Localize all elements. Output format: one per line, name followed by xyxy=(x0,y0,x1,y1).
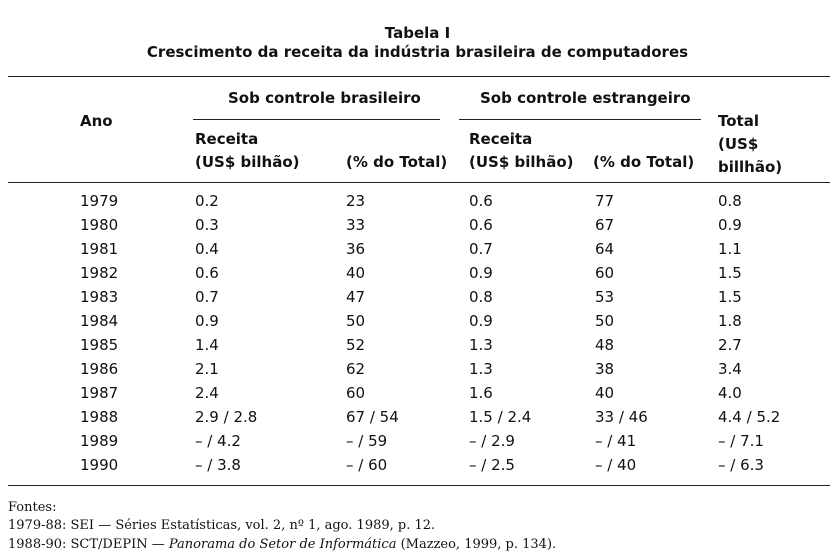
cell-total: – / 7.1 xyxy=(718,432,764,450)
cell-total: 1.1 xyxy=(718,240,742,258)
cell-est-pct: 60 xyxy=(595,264,615,282)
cell-est-pct: 38 xyxy=(595,360,615,378)
cell-est-receita: 0.6 xyxy=(469,192,493,210)
cell-ano: 1983 xyxy=(80,288,119,306)
header-total-line1: Total xyxy=(718,112,759,130)
cell-br-receita: 1.4 xyxy=(195,336,219,354)
cell-est-receita: 1.6 xyxy=(469,384,493,402)
cell-total: – / 6.3 xyxy=(718,456,764,474)
cell-ano: 1982 xyxy=(80,264,119,282)
cell-est-receita: 1.3 xyxy=(469,360,493,378)
cell-total: 4.0 xyxy=(718,384,742,402)
cell-br-pct: 60 xyxy=(346,384,366,402)
header-est-receita: Receita xyxy=(469,130,533,148)
cell-ano: 1981 xyxy=(80,240,119,258)
footnote-line-2-title: Panorama do Setor de Informática xyxy=(168,537,397,552)
top-rule xyxy=(8,76,830,77)
cell-total: 4.4 / 5.2 xyxy=(718,408,781,426)
cell-est-receita: 0.8 xyxy=(469,288,493,306)
cell-br-pct: 50 xyxy=(346,312,366,330)
cell-br-receita: 2.1 xyxy=(195,360,219,378)
cell-est-receita: 0.9 xyxy=(469,312,493,330)
footnote-line-2-prefix: 1988-90: SCT/DEPIN — xyxy=(8,537,169,552)
cell-br-receita: 0.7 xyxy=(195,288,219,306)
header-group-estrangeiro: Sob controle estrangeiro xyxy=(480,89,691,107)
cell-est-receita: 0.6 xyxy=(469,216,493,234)
footnote-line-1: 1979-88: SEI — Séries Estatísticas, vol. 2, nº 1, ago. 1989, p. 12. xyxy=(8,518,436,533)
cell-total: 2.7 xyxy=(718,336,742,354)
header-group-brasileiro: Sob controle brasileiro xyxy=(228,89,421,107)
cell-br-pct: 36 xyxy=(346,240,366,258)
cell-ano: 1980 xyxy=(80,216,119,234)
cell-br-pct: 33 xyxy=(346,216,366,234)
cell-est-pct: 67 xyxy=(595,216,615,234)
cell-est-pct: 50 xyxy=(595,312,615,330)
cell-ano: 1990 xyxy=(80,456,119,474)
header-total-line3: billhão) xyxy=(718,158,783,176)
cell-est-pct: 53 xyxy=(595,288,615,306)
header-br-pct: (% do Total) xyxy=(346,153,448,171)
cell-est-pct: – / 40 xyxy=(595,456,637,474)
cell-total: 0.9 xyxy=(718,216,742,234)
footnotes-label: Fontes: xyxy=(8,500,57,515)
cell-br-receita: 2.9 / 2.8 xyxy=(195,408,258,426)
cell-br-pct: 23 xyxy=(346,192,366,210)
cell-total: 0.8 xyxy=(718,192,742,210)
group-br-rule xyxy=(193,119,440,120)
cell-ano: 1986 xyxy=(80,360,119,378)
cell-br-receita: 0.4 xyxy=(195,240,219,258)
cell-est-pct: 77 xyxy=(595,192,615,210)
cell-est-receita: 0.9 xyxy=(469,264,493,282)
table-bottom-rule xyxy=(8,485,830,486)
cell-total: 1.5 xyxy=(718,264,742,282)
cell-total: 1.8 xyxy=(718,312,742,330)
cell-ano: 1979 xyxy=(80,192,119,210)
cell-br-pct: 62 xyxy=(346,360,366,378)
header-br-usd: (US$ bilhão) xyxy=(195,153,300,171)
cell-br-receita: – / 4.2 xyxy=(195,432,241,450)
cell-total: 3.4 xyxy=(718,360,742,378)
cell-est-receita: 0.7 xyxy=(469,240,493,258)
cell-est-pct: – / 41 xyxy=(595,432,637,450)
cell-br-pct: – / 59 xyxy=(346,432,388,450)
cell-est-pct: 33 / 46 xyxy=(595,408,648,426)
cell-ano: 1985 xyxy=(80,336,119,354)
cell-br-pct: 67 / 54 xyxy=(346,408,399,426)
cell-ano: 1988 xyxy=(80,408,119,426)
cell-br-pct: 47 xyxy=(346,288,366,306)
cell-est-pct: 40 xyxy=(595,384,615,402)
cell-est-pct: 64 xyxy=(595,240,615,258)
cell-br-pct: 52 xyxy=(346,336,366,354)
cell-ano: 1987 xyxy=(80,384,119,402)
footnote-line-2 xyxy=(8,537,556,553)
table-title: Tabela I xyxy=(384,24,451,42)
header-ano: Ano xyxy=(80,112,113,130)
cell-br-receita: 0.3 xyxy=(195,216,219,234)
cell-est-pct: 48 xyxy=(595,336,615,354)
cell-est-receita: – / 2.5 xyxy=(469,456,515,474)
header-est-usd: (US$ bilhão) xyxy=(469,153,574,171)
cell-br-receita: – / 3.8 xyxy=(195,456,241,474)
header-est-pct: (% do Total) xyxy=(593,153,695,171)
header-bottom-rule xyxy=(8,182,830,183)
cell-br-receita: 0.6 xyxy=(195,264,219,282)
header-total-line2: (US$ xyxy=(718,135,759,153)
header-br-receita: Receita xyxy=(195,130,259,148)
cell-br-pct: – / 60 xyxy=(346,456,388,474)
footnote-line-2-suffix: (Mazzeo, 1999, p. 134). xyxy=(396,537,557,552)
cell-br-pct: 40 xyxy=(346,264,366,282)
cell-est-receita: – / 2.9 xyxy=(469,432,515,450)
table-subtitle: Crescimento da receita da indústria brasileira de computadores xyxy=(146,43,689,61)
cell-total: 1.5 xyxy=(718,288,742,306)
cell-ano: 1989 xyxy=(80,432,119,450)
cell-est-receita: 1.5 / 2.4 xyxy=(469,408,532,426)
cell-br-receita: 2.4 xyxy=(195,384,219,402)
cell-br-receita: 0.9 xyxy=(195,312,219,330)
group-est-rule xyxy=(459,119,701,120)
cell-br-receita: 0.2 xyxy=(195,192,219,210)
cell-est-receita: 1.3 xyxy=(469,336,493,354)
cell-ano: 1984 xyxy=(80,312,119,330)
